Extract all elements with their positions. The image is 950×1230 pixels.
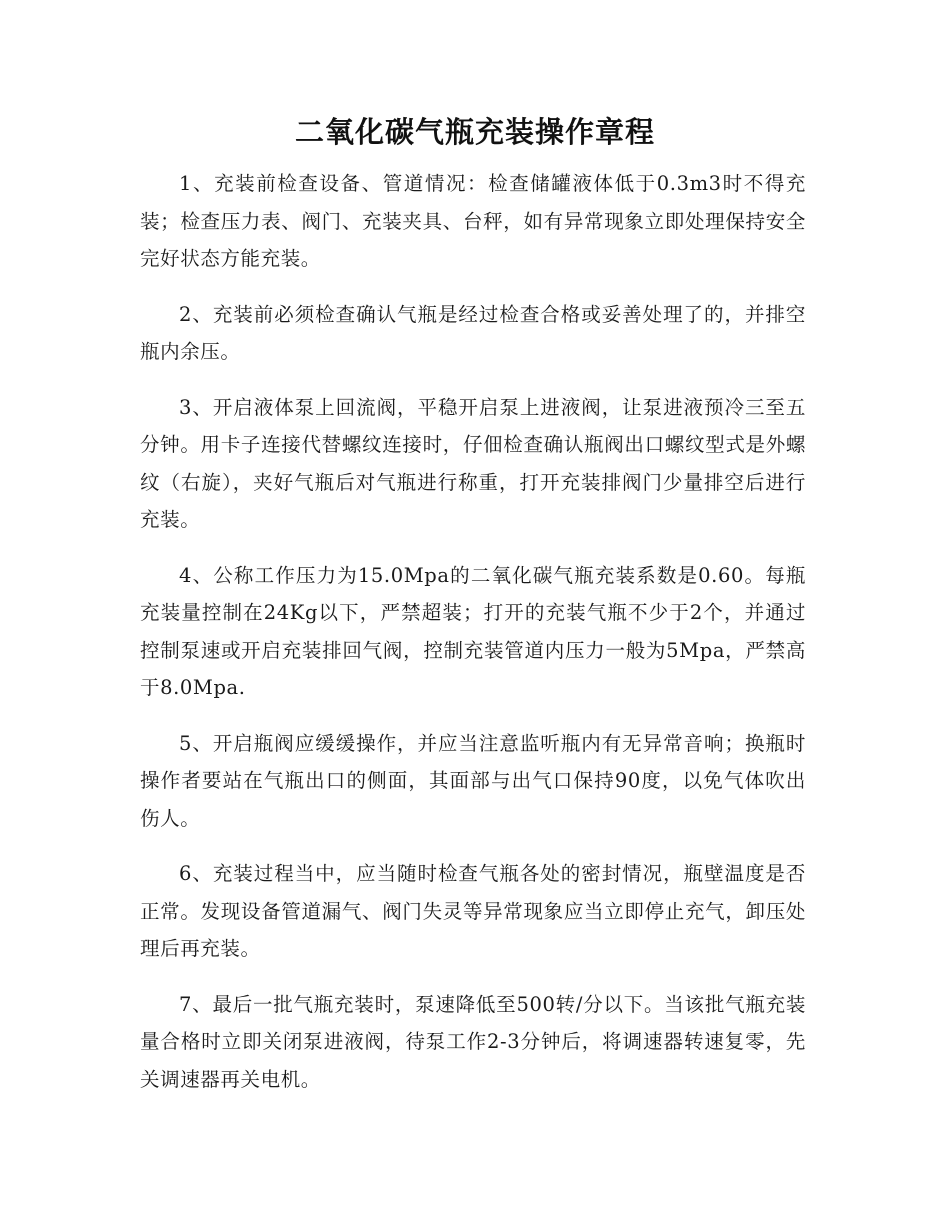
paragraph-2: 2、充装前必须检查确认气瓶是经过检查合格或妥善处理了的，并排空瓶内余压。 <box>140 302 806 363</box>
paragraph-6: 6、充装过程当中，应当随时检查气瓶各处的密封情况，瓶壁温度是否正常。发现设备管道漏气、阀门失灵等异常现象应当立即停止充气，卸压处理后再充装。 <box>140 862 806 960</box>
paragraph-5: 5、开启瓶阀应缓缓操作，并应当注意监听瓶内有无异常音响；换瓶时操作者要站在气瓶出口的侧面，其面部与出气口保持90度，以免气体吹出伤人。 <box>140 731 806 830</box>
document-title: 二氧化碳气瓶充装操作章程 <box>294 115 655 149</box>
paragraph-7: 7、最后一批气瓶充装时，泵速降低至500转/分以下。当该批气瓶充装量合格时立即关闭泵进液阀，待泵工作2-3分钟后，将调速器转速复零，先关调速器再关电机。 <box>140 992 806 1091</box>
document-body <box>140 165 806 1116</box>
paragraph-4: 4、公称工作压力为15.0Mpa的二氧化碳气瓶充装系数是0.60。每瓶充装量控制在24Kg以下，严禁超装；打开的充装气瓶不少于2个，并通过控制泵速或开启充装排回气阀，控制充装管道内压力一般为5Mpa，严禁高于8.0Mpa. <box>140 563 806 699</box>
paragraph-3: 3、开启液体泵上回流阀，平稳开启泵上进液阀，让泵进液预冷三至五分钟。用卡子连接代替螺纹连接时，仔佃检查确认瓶阀出口螺纹型式是外螺纹（右旋），夹好气瓶后对气瓶进行称重，打开充装排阀门少量排空后进行充装。 <box>140 395 806 531</box>
paragraph-1: 1、充装前检查设备、管道情况：检查储罐液体低于0.3m3时不得充装；检查压力表、阀门、充装夹具、台秤，如有异常现象立即处理保持安全完好状态方能充装。 <box>140 172 806 270</box>
